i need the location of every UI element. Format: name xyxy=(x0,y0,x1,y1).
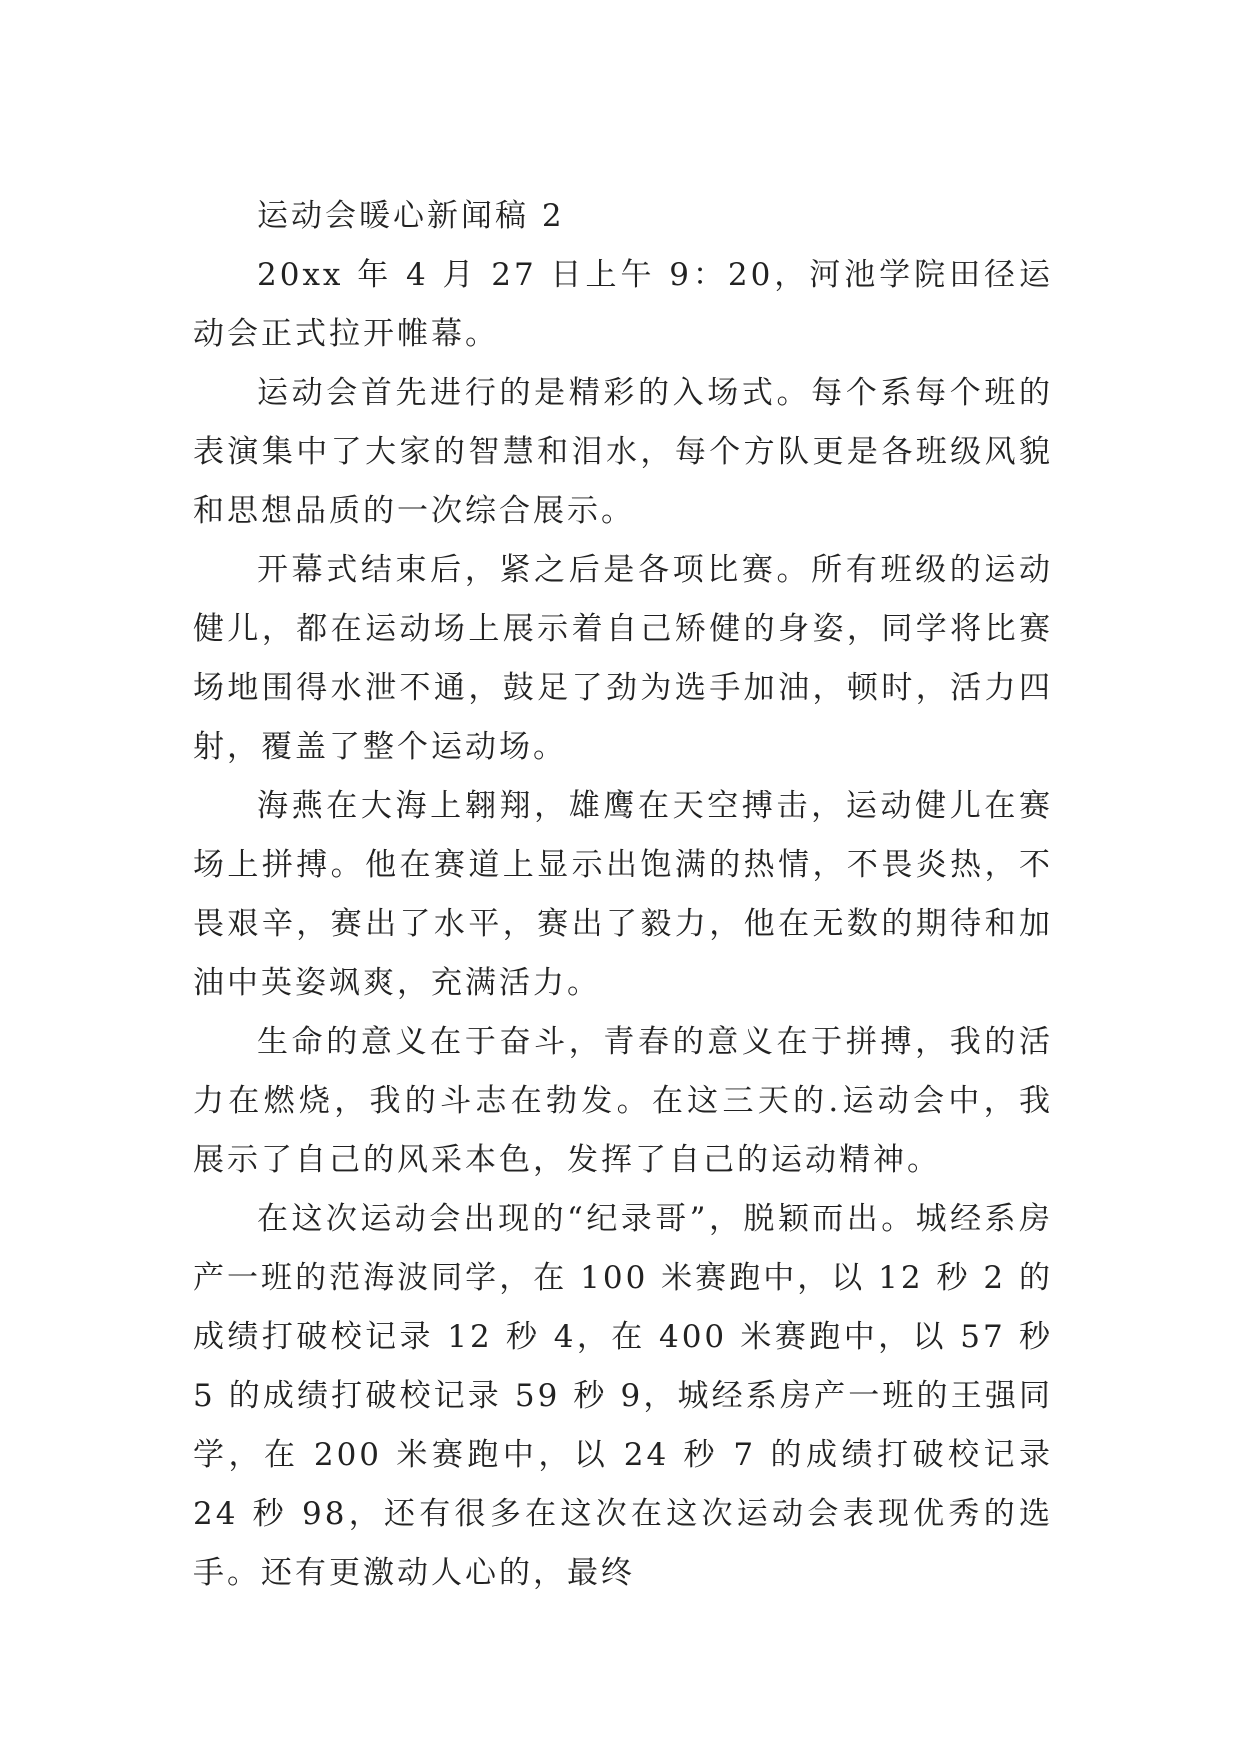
paragraph-athletes: 海燕在大海上翱翔，雄鹰在天空搏击，运动健儿在赛场上拼搏。他在赛道上显示出饱满的热情，不畏炎热，不畏艰辛，赛出了水平，赛出了毅力，他在无数的期待和加油中英姿飒爽，充满活力。 xyxy=(193,788,1053,1001)
paragraph-records: 在这次运动会出现的“纪录哥”，脱颖而出。城经系房产一班的范海波同学，在 100 米赛跑中，以 12 秒 2 的成绩打破校记录 12 秒 4，在 400 米赛跑中，以 57 秒 5 的成绩打破校记录 59 秒 9，城经系房产一班的王强同学，在 200 米赛跑中，以 24 秒 7 的成绩打破校记录 24 秒 98，还有很多在这次在这次运动会表现优秀的选手。还有更激动人心的，最终 xyxy=(193,1201,1053,1591)
document-title: 运动会暖心新闻稿 2 xyxy=(257,198,565,234)
paragraph-entrance: 运动会首先进行的是精彩的入场式。每个系每个班的表演集中了大家的智慧和泪水，每个方队更是各班级风貌和思想品质的一次综合展示。 xyxy=(193,375,1053,529)
paragraph-meaning: 生命的意义在于奋斗，青春的意义在于拼搏，我的活力在燃烧，我的斗志在勃发。在这三天的.运动会中，我展示了自己的风采本色，发挥了自己的运动精神。 xyxy=(193,1024,1053,1178)
document-body xyxy=(193,187,1053,1603)
paragraph-competitions: 开幕式结束后，紧之后是各项比赛。所有班级的运动健儿，都在运动场上展示着自己矫健的身姿，同学将比赛场地围得水泄不通，鼓足了劲为选手加油，顿时，活力四射，覆盖了整个运动场。 xyxy=(193,552,1053,765)
paragraph-opening: 20xx 年 4 月 27 日上午 9：20，河池学院田径运动会正式拉开帷幕。 xyxy=(193,257,1053,352)
